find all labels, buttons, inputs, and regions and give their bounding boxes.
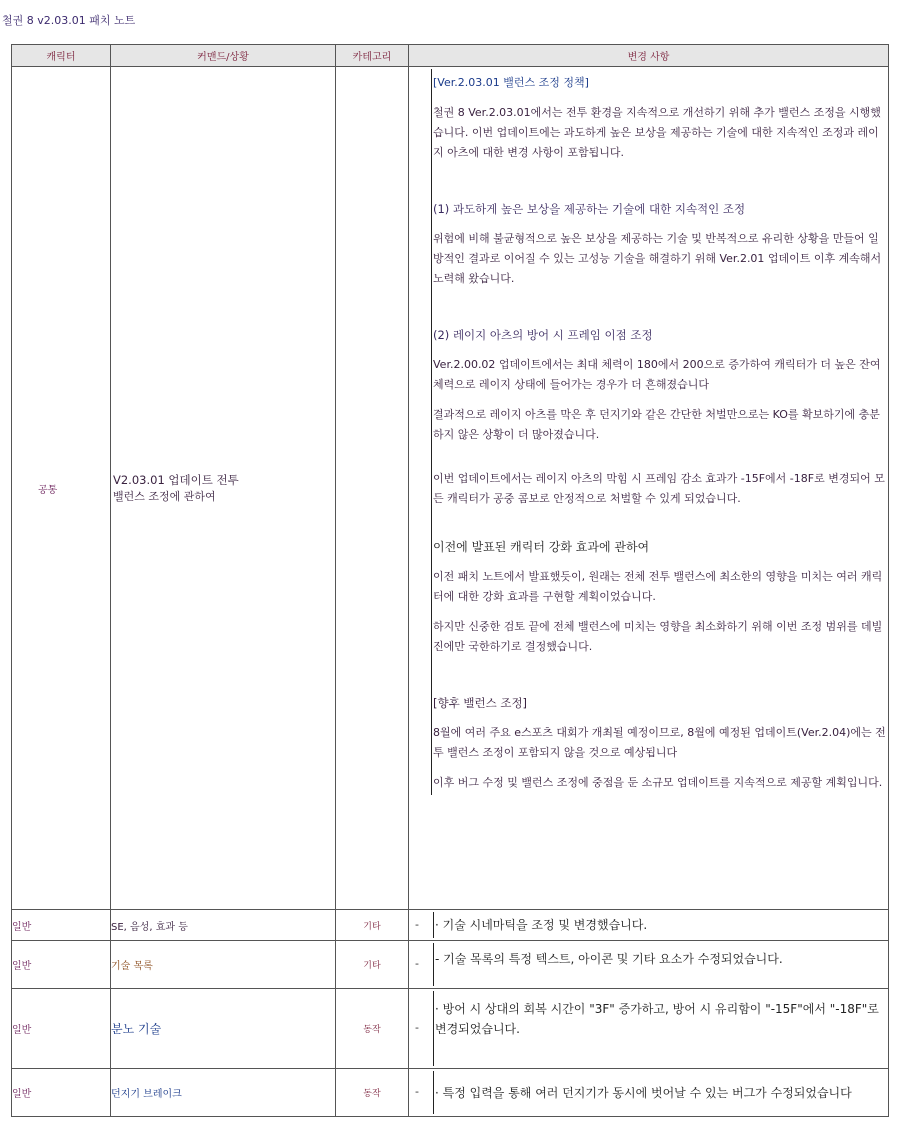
character-label: 일반 xyxy=(12,961,32,972)
change-text: · 기술 시네마틱을 조정 및 변경했습니다. xyxy=(435,918,648,932)
header-character: 캐릭터 xyxy=(12,45,111,67)
table-row xyxy=(12,910,889,941)
section-2-body-1: Ver.2.00.02 업데이트에서는 최대 체력이 180에서 200으로 증가하여 캐릭터가 더 높은 잔여 체력으로 레이지 상태에 들어가는 경우가 더 흔해졌습니다 xyxy=(433,358,881,391)
section-3-body-1: 이전 패치 노트에서 발표했듯이, 원래는 전체 전투 밸런스에 최소한의 영향을 미치는 여러 캐릭터에 대한 강화 효과를 구현할 계획이었습니다. xyxy=(433,570,883,603)
policy-heading: [Ver.2.03.01 밸런스 조정 정책] xyxy=(433,76,589,89)
change-text: · 방어 시 상대의 회복 시간이 "3F" 증가하고, 방어 시 유리함이 "-15F"에서 "-18F"로 변경되었습니다. xyxy=(435,1001,879,1036)
policy-intro: 철권 8 Ver.2.03.01에서는 전투 환경을 지속적으로 개선하기 위해 추가 밸런스 조정을 시행했습니다. 이번 업데이트에는 과도하게 높은 보상을 제공하는 기술에 대한 지속적인 조정과 레이지 아츠에 대한 변경 사항이 포함됩니다. xyxy=(433,106,881,159)
character-cell xyxy=(12,67,111,910)
patch-notes-table xyxy=(11,44,889,1117)
header-change: 변경 사항 xyxy=(409,45,889,67)
table-row-common xyxy=(12,67,889,910)
command-label: SE, 음성, 효과 등 xyxy=(111,921,188,933)
document-title: 철권 8 v2.03.01 패치 노트 xyxy=(2,14,136,27)
command-line-2: 밸런스 조정에 관하여 xyxy=(113,490,216,503)
section-1-body: 위험에 비해 불균형적으로 높은 보상을 제공하는 기술 및 반복적으로 유리한 상황을 만들어 일방적인 결과로 이어질 수 있는 고성능 기술을 해결하기 위해 Ver.2.01 업데이트 이후 계속해서 노력해 왔습니다. xyxy=(433,232,882,285)
change-text: · 특정 입력을 통해 여러 던지기가 동시에 벗어날 수 있는 버그가 수정되었습니다 xyxy=(435,1085,852,1100)
section-2-body-3: 이번 업데이트에서는 레이지 아츠의 막힘 시 프레임 감소 효과가 -15F에서 -18F로 변경되어 모든 캐릭터가 공중 콤보로 안정적으로 처벌할 수 있게 되었습니다. xyxy=(433,472,885,505)
header-category: 카테고리 xyxy=(336,45,409,67)
section-2-title: (2) 레이지 아츠의 방어 시 프레임 이점 조정 xyxy=(433,328,653,342)
category-cell xyxy=(336,67,409,910)
change-cell xyxy=(409,67,889,910)
section-4-body-2: 이후 버그 수정 및 밸런스 조정에 중점을 둔 소규모 업데이트를 지속적으로 제공할 계획입니다. xyxy=(433,776,883,789)
category-label: 동작 xyxy=(363,1025,381,1035)
change-text: - 기술 목록의 특정 텍스트, 아이콘 및 기타 요소가 수정되었습니다. xyxy=(435,951,783,966)
table-row xyxy=(12,989,889,1069)
section-3-body-2: 하지만 신중한 검토 끝에 전체 밸런스에 미치는 영향을 최소화하기 위해 이번 조정 범위를 데빌 진에만 국한하기로 결정했습니다. xyxy=(433,620,883,653)
header-command: 커맨드/상황 xyxy=(111,45,336,67)
table-header-row xyxy=(12,45,889,67)
section-4-body-1: 8월에 여러 주요 e스포츠 대회가 개최될 예정이므로, 8월에 예정된 업데이트(Ver.2.04)에는 전투 밸런스 조정이 포함되지 않을 것으로 예상됩니다 xyxy=(433,726,886,759)
section-4-title: [향후 밸런스 조정] xyxy=(433,696,528,710)
section-3-title: 이전에 발표된 캐릭터 강화 효과에 관하여 xyxy=(433,540,650,554)
dash-mark: - xyxy=(415,1085,419,1098)
character-label: 일반 xyxy=(12,921,32,933)
command-label: 던지기 브레이크 xyxy=(111,1089,182,1100)
character-label: 일반 xyxy=(12,1089,32,1100)
table-row xyxy=(12,941,889,989)
character-label: 일반 xyxy=(12,1025,32,1036)
table-row xyxy=(12,1069,889,1117)
command-label: 기술 목록 xyxy=(111,961,153,972)
section-1-title: (1) 과도하게 높은 보상을 제공하는 기술에 대한 지속적인 조정 xyxy=(433,202,746,216)
category-label: 동작 xyxy=(363,1089,381,1099)
category-label: 기타 xyxy=(363,961,381,971)
dash-mark: - xyxy=(415,1021,419,1034)
command-cell xyxy=(111,67,336,910)
character-label: 공통 xyxy=(38,484,58,496)
command-line-1: V2.03.01 업데이트 전투 xyxy=(113,473,239,487)
command-label: 분노 기술 xyxy=(111,1022,162,1036)
category-label: 기타 xyxy=(363,921,381,932)
text-divider xyxy=(431,69,432,795)
section-2-body-2: 결과적으로 레이지 아츠를 막은 후 던지기와 같은 간단한 처벌만으로는 KO를 확보하기에 충분하지 않은 상황이 더 많아졌습니다. xyxy=(433,408,880,441)
dash-mark: - xyxy=(415,918,419,931)
balance-policy-text xyxy=(409,67,888,797)
dash-mark: - xyxy=(415,957,419,970)
